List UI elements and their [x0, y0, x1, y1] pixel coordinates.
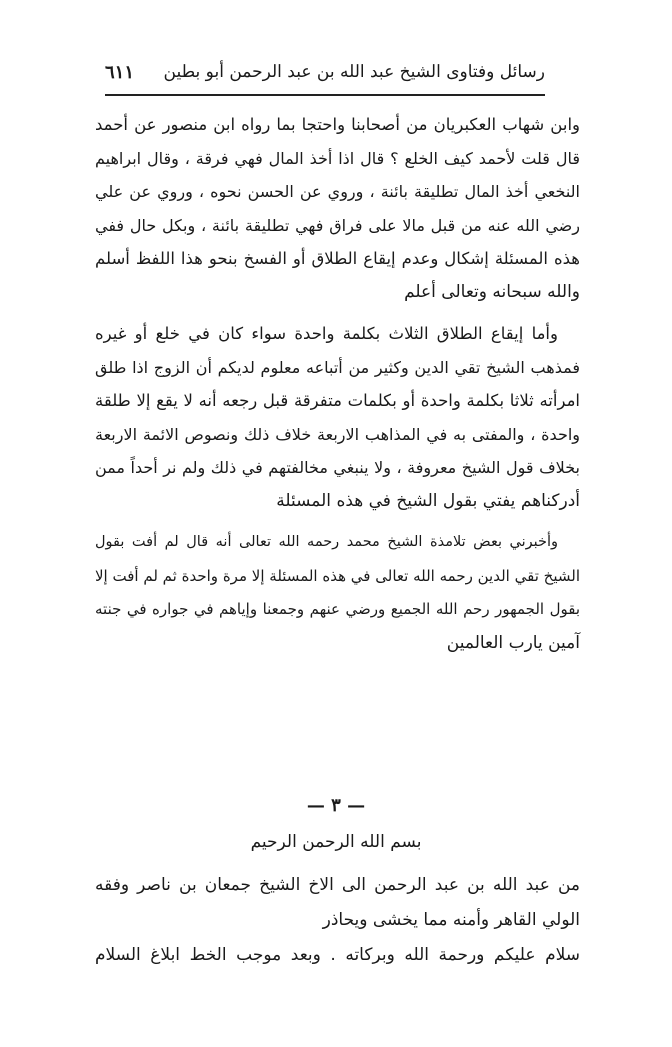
text-line: امرأته ثلاثا بكلمة واحدة أو بكلمات متفرقة قبل رجعه أنه لا يقع إلا طلقة [95, 391, 580, 410]
text-line: الشيخ تقي الدين رحمه الله تعالى في هذه المسئلة إلا مرة واحدة ثم لم أفت إلا [95, 566, 580, 585]
text-line: فمذهب الشيخ تقي الدين وكثير من أتباعه معلوم لديكم أن الزوج اذا طلق [95, 357, 580, 377]
section-separator: — ٣ — [306, 795, 366, 816]
basmala: بسم الله الرحمن الرحيم [250, 832, 422, 852]
text-line: واحدة ، والمفتى به في المذاهب الاربعة خلاف ذلك ونصوص الائمة الاربعة [95, 424, 580, 444]
text-line: وأما إيقاع الطلاق الثلاث بكلمة واحدة سواء كان في خلع أو غيره [95, 324, 558, 343]
page-header [105, 58, 545, 96]
text-line: النخعي أخذ المال تطليقة بائنة ، وروي عن الحسن نحوه ، وروي عن علي [95, 182, 580, 201]
text-line: أدركناهم يفتي بقول الشيخ في هذه المسئلة [276, 490, 580, 511]
text-line: وابن شهاب العكبريان من أصحابنا واحتجا بما رواه ابن منصور عن أحمد [95, 115, 580, 134]
text-line: رضي الله عنه من قبل مالا على فراق فهي تطليقة بائنة ، وبكل حال ففي [95, 215, 580, 235]
text-line: الولي القاهر وأمنه مما يخشى ويحاذر [322, 910, 580, 930]
text-line: بقول الجمهور رحم الله الجميع ورضي عنهم وجمعنا وإياهم في جواره في جنته [95, 600, 580, 618]
text-line: والله سبحانه وتعالى أعلم [404, 281, 580, 302]
main-text [95, 108, 580, 660]
text-line: قال قلت لأحمد كيف الخلع ؟ قال اذا أخذ المال فهي فرقة ، وقال ابراهيم [95, 148, 580, 168]
text-line: بخلاف قول الشيخ معروفة ، ولا ينبغي مخالفتهم في ذلك ولم نر أحداً ممن [95, 458, 580, 477]
text-line: آمين يارب العالمين [446, 632, 580, 653]
letter-text [95, 868, 580, 973]
page-number: ٦١١ [105, 62, 135, 83]
text-line: سلام عليكم ورحمة الله وبركاته . وبعد موجب الخط ابلاغ السلام [95, 945, 580, 965]
text-line: وأخبرني بعض تلامذة الشيخ محمد رحمه الله تعالى أنه قال لم أفت بقول [95, 534, 558, 550]
text-line: هذه المسئلة إشكال وعدم إيقاع الطلاق أو الفسخ بنحو هذا اللفظ أسلم [95, 249, 580, 268]
text-line: من عبد الله بن عبد الرحمن الى الاخ الشيخ جمعان بن ناصر وفقه [95, 875, 580, 895]
running-title: رسائل وفتاوى الشيخ عبد الله بن عبد الرحمن أبو بطين [163, 62, 545, 82]
